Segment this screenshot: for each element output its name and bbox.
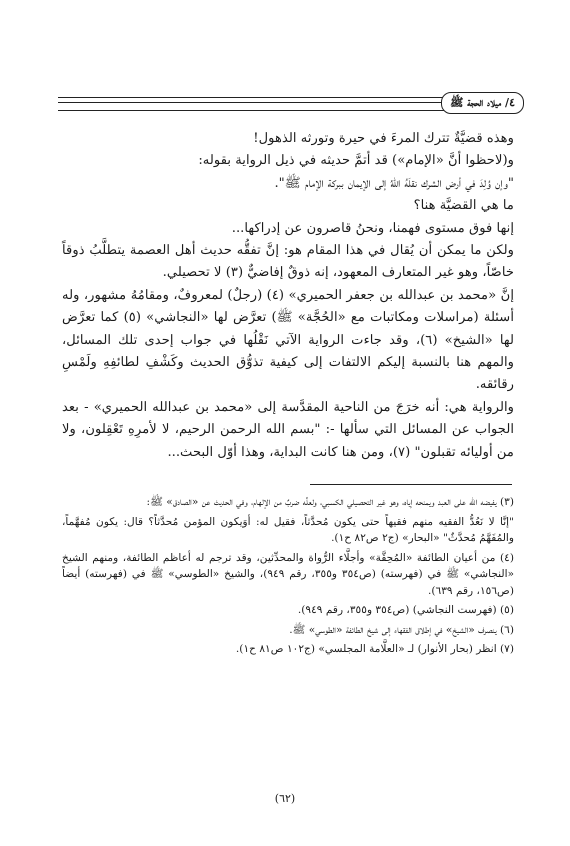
footnote: (٧) انظر (بحار الأنوار) لـ «العلَّامة المجلسي» (ج١٠٢ ص٨١ ح١).: [235, 643, 514, 655]
footnote: (٥) (فهرست النجاشي) (ص٣٥٤ و٣٥٥، رقم ٩٤٩).: [297, 604, 514, 616]
footnote: "إنَّا لا نَعُدُّ الفقيه منهم فقيهاً حتى يكون مُحدَّثاً، فقيل له: أوَيكون المؤمن مُحدَّثاً؟ قال: يكون مُفهَّماً، والمُفَهَّمُ مُحدَّثٌ" «البحار» (ج٢ ص٨٢ ح١).: [62, 515, 514, 544]
body-paragraph: إنها فوق مستوى فهمنا، ونحنُ قاصرون عن إدراكها...: [231, 220, 514, 236]
main-text: [62, 128, 514, 464]
page-number: (٦٢): [274, 792, 296, 805]
footnote-divider: [310, 484, 512, 485]
body-paragraph: ما هي القضيَّة هنا؟: [413, 198, 514, 214]
running-header-chapter-label: ٤/ ميلاد الحجة ﷺ: [441, 92, 524, 114]
body-paragraph: وهذه قضيَّةٌ تترك المرءَ في حيرة وتورثه الذهول!: [253, 131, 514, 146]
body-paragraph: والرواية هي: أنه خرَجَ من الناحية المقدَّسة إلى «محمد بن عبدالله الحميري» - بعد الجواب عن المسائل التي سألها -: "بسم الله الرحمن الرحيم، لا لأمرِهِ تَعْقِلون، ولا من أوليائه تقبلون" (٧)، ومن هنا كانت البداية، وهذا أوّل البحث...: [62, 399, 514, 460]
body-paragraph: و(لاحظوا أنَّ «الإمام») قد أتمَّ حديثه في ذيل الرواية بقوله:: [198, 153, 514, 169]
footnote: (٤) من أعيان الطائفة «المُحِقَّة» وأجلَّاء الرُّواة والمحدِّثين، وقد ترجم له أعاظم الطائفة، ومنهم الشيخ «النجاشي» ﷺ في (فهرسته) (ص٣٥٤ و٣٥٥، رقم ٩٤٩)، والشيخ «الطوسي» ﷺ في (فهرسته) أيضاً (ص١٥٦، رقم ٦٣٩).: [62, 551, 515, 597]
body-paragraph: إنَّ «محمد بن عبدالله بن جعفر الحميري» (٤) (رجلٌ) لمعروفٌ، ومقامُهُ مشهور، وله أسئلة (مراسلات ومكاتبات مع «الحُجَّة» ﷺ) تعرَّض لها «النجاشي» (٥) كما تعرَّض لها «الشيخ» (٦)، وقد جاءت الرواية الآتي نَقْلُها في جواب إحدى تلك المسائل، والمهم هنا بالنسبة إليكم الالتفات إلى كيفية تذوُّق الحديث وكَشْفِ لطائفِهِ ولَمْسِ رقائقه.: [62, 287, 515, 393]
body-paragraph: ولكن ما يمكن أن يُقال في هذا المقام هو: إنَّ تفقُّه حديث أهل العصمة يتطلَّبُ ذوقاً خاصّاً، وهو غير المتعارف المعهود، إنه ذوقٌ إفاضيٌّ (٣) لا تحصيلي.: [62, 243, 514, 281]
footnote: (٦) ينصرف «الشيخ» في إطلاق الفقهاء إلى شيخ الطائفة «الطوسي» ﷺ.: [289, 623, 514, 636]
body-paragraph: "وإن وُلِدَ في أرض الشرك نقلَهُ اللهُ إلى الإيمان ببركة الإمام ﷺ".: [274, 175, 514, 191]
footnote: (٣) يفيضه الله على العبد ويمنحه إياه، وهو غير التحصيلي الكسبي، ولعلَّه ضربٌ من الإلهام، وفي الحديث عن «الصادق» ﷺ:: [146, 496, 514, 508]
footnotes: [62, 494, 514, 661]
